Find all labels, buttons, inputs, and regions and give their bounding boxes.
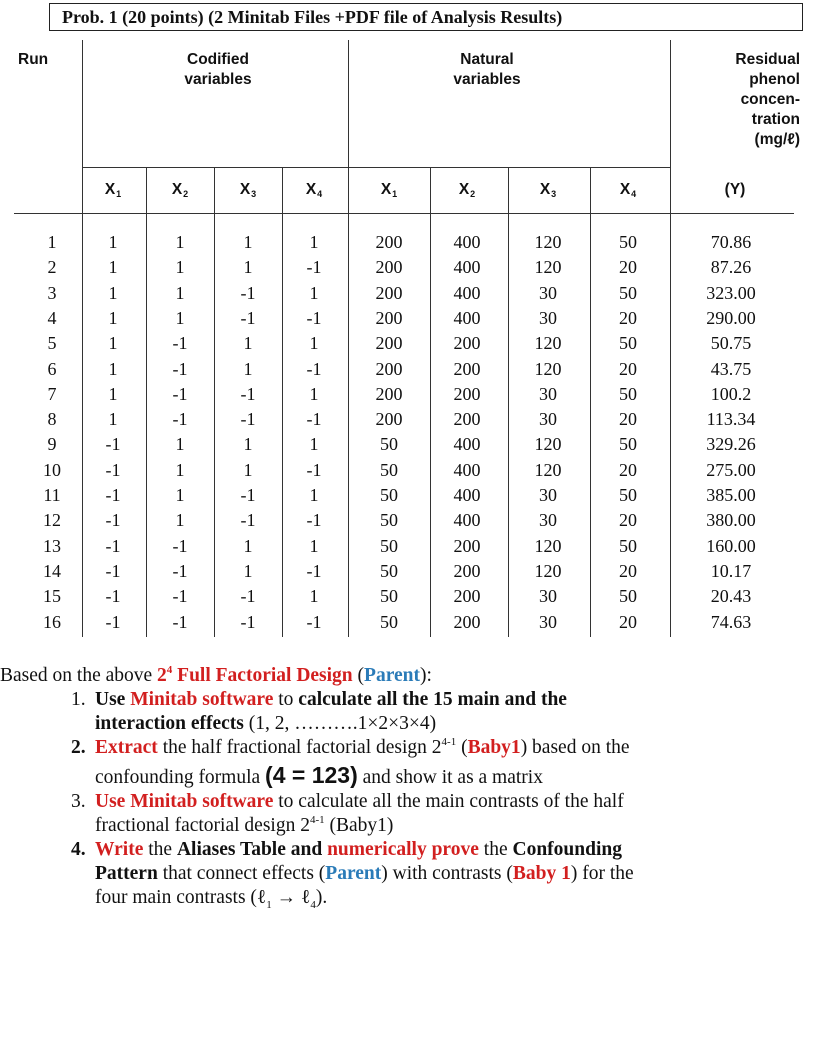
natural-x3-cell: 30 (539, 383, 557, 404)
natural-x2-cell: 200 (453, 358, 481, 379)
design-base: 2 (157, 665, 167, 686)
header-residual-line: phenol (749, 71, 800, 88)
natural-x1-cell: 200 (375, 257, 403, 278)
residual-y-cell: 323.00 (706, 282, 756, 303)
natural-x3-cell: 120 (534, 333, 562, 354)
item1-f: (1, 2, ……….1×2×3×4) (243, 713, 437, 734)
var-subscript: 4 (317, 189, 323, 199)
header-residual (680, 50, 800, 150)
codified-x1-cell: -1 (105, 459, 121, 480)
item1-c: to (273, 689, 299, 710)
item4-h: that connect effects ( (157, 863, 326, 884)
natural-x1-cell: 50 (380, 586, 398, 607)
header-y: (Y) (724, 181, 746, 198)
codified-x3-cell: 1 (243, 358, 253, 379)
intro-pre: Based on the above (0, 665, 158, 686)
codified-x4-cell: -1 (306, 358, 322, 379)
codified-x3-cell: 1 (243, 560, 253, 581)
run-cell: 3 (47, 282, 57, 303)
codified-x1-cell: -1 (105, 510, 121, 531)
codified-x3-cell: 1 (243, 434, 253, 455)
natural-x1-cell: 50 (380, 535, 398, 556)
header-x4 (289, 180, 339, 204)
natural-x3-cell: 30 (539, 307, 557, 328)
item1-e: interaction effects (95, 713, 244, 734)
item1-d: calculate all the 15 main and the (298, 689, 567, 710)
var-subscript: 3 (551, 189, 557, 199)
run-cell: 12 (43, 510, 61, 531)
item4-c: Aliases Table and (176, 839, 328, 860)
item4-b: the (143, 839, 177, 860)
column-divider (146, 167, 147, 637)
item-number: 4. (71, 839, 86, 860)
codified-x1-cell: 1 (108, 307, 118, 328)
var-subscript: 1 (116, 189, 122, 199)
item3-a: Use Minitab software (95, 791, 274, 812)
residual-y-cell: 275.00 (706, 459, 756, 480)
natural-x1-cell: 200 (375, 307, 403, 328)
header-x1 (88, 180, 138, 204)
natural-x2-cell: 400 (453, 459, 481, 480)
codified-x3-cell: -1 (240, 485, 256, 505)
run-cell: 2 (47, 257, 57, 278)
var-letter: X (380, 181, 392, 198)
codified-x4-cell: -1 (306, 307, 322, 328)
natural-x4-cell: 20 (619, 307, 637, 328)
item-number: 2. (71, 737, 86, 758)
codified-x1-cell: 1 (108, 409, 118, 430)
codified-x3-cell: -1 (240, 383, 256, 404)
codified-x2-cell: 1 (175, 307, 185, 328)
codified-x4-cell: -1 (306, 510, 322, 531)
factorial-design-table (0, 40, 820, 640)
codified-x1-cell: -1 (105, 434, 121, 455)
natural-x3-cell: 30 (539, 409, 557, 430)
codified-x2-cell: -1 (172, 535, 188, 556)
residual-y-cell: 87.26 (710, 257, 752, 278)
column-divider (82, 40, 83, 637)
item2-a: Extract (95, 737, 158, 758)
run-cell: 14 (43, 560, 61, 581)
codified-x2-cell: -1 (172, 611, 188, 632)
natural-x3-cell: 120 (534, 232, 562, 252)
item4-k: Baby 1 (512, 863, 571, 884)
column-divider (508, 167, 509, 637)
run-cell: 7 (47, 383, 57, 404)
item3-b: to calculate all the main contrasts of the half (273, 791, 624, 812)
natural-x1-cell: 50 (380, 611, 398, 632)
codified-x2-cell: 1 (175, 434, 185, 455)
item4-i: Parent (325, 863, 382, 884)
natural-x3-cell: 30 (539, 510, 557, 531)
item4-p: → ℓ (271, 887, 311, 908)
intro-line (0, 664, 432, 688)
natural-x2-cell: 200 (453, 586, 481, 607)
item4-o: 1 (266, 898, 272, 911)
natural-x4-cell: 20 (619, 510, 637, 531)
natural-x1-cell: 50 (380, 510, 398, 531)
codified-x1-cell: 1 (108, 358, 118, 379)
codified-x2-cell: -1 (172, 383, 188, 404)
natural-x4-cell: 20 (619, 560, 637, 581)
codified-x3-cell: 1 (243, 535, 253, 556)
natural-x4-cell: 50 (619, 383, 637, 404)
residual-y-cell: 70.86 (710, 232, 752, 252)
natural-x2-cell: 400 (453, 307, 481, 328)
column-divider (348, 40, 349, 637)
item4-g: Pattern (95, 863, 158, 884)
codified-x3-cell: -1 (240, 282, 256, 303)
natural-x3-cell: 120 (534, 535, 562, 556)
var-subscript: 1 (392, 189, 398, 199)
natural-x3-cell: 120 (534, 459, 562, 480)
run-cell: 16 (43, 611, 61, 632)
natural-x4-cell: 50 (619, 282, 637, 303)
residual-y-cell: 380.00 (706, 510, 756, 531)
natural-x3-cell: 30 (539, 586, 557, 607)
item2-f: confounding formula (95, 767, 266, 788)
header-x4 (603, 180, 653, 204)
item4-d: numerically prove (327, 839, 479, 860)
natural-x2-cell: 200 (453, 383, 481, 404)
var-letter: X (619, 181, 631, 198)
codified-x4-cell: 1 (309, 586, 319, 607)
residual-y-cell: 113.34 (706, 409, 756, 430)
residual-y-cell: 160.00 (706, 535, 756, 556)
natural-x2-cell: 400 (453, 510, 481, 531)
run-cell: 4 (47, 307, 57, 328)
natural-x2-cell: 200 (453, 535, 481, 556)
run-cell: 5 (47, 333, 57, 354)
var-subscript: 3 (251, 189, 257, 199)
natural-x3-cell: 120 (534, 434, 562, 455)
codified-x4-cell: -1 (306, 409, 322, 430)
natural-x1-cell: 200 (375, 333, 403, 354)
codified-x1-cell: 1 (108, 232, 118, 252)
var-subscript: 2 (183, 189, 189, 199)
codified-x4-cell: 1 (309, 383, 319, 404)
column-divider (282, 167, 283, 637)
codified-x1-cell: -1 (105, 535, 121, 556)
codified-x1-cell: -1 (105, 485, 121, 505)
codified-x3-cell: 1 (243, 333, 253, 354)
item3-exp: 4-1 (309, 814, 325, 826)
var-letter: X (171, 181, 183, 198)
item-number: 3. (71, 791, 86, 812)
problem-title: Prob. 1 (20 points) (2 Minitab Files +PDF file of Analysis Results) (49, 3, 803, 31)
codified-x3-cell: -1 (240, 409, 256, 430)
codified-x2-cell: -1 (172, 560, 188, 581)
item4-e: the (478, 839, 513, 860)
header-x3 (523, 180, 573, 204)
natural-x2-cell: 400 (453, 485, 481, 505)
paren-open: ( (352, 665, 365, 686)
natural-x3-cell: 30 (539, 485, 557, 505)
codified-x1-cell: -1 (105, 586, 121, 607)
item2-h: and show it as a matrix (357, 767, 543, 788)
codified-x1-cell: -1 (105, 560, 121, 581)
var-letter: X (539, 181, 551, 198)
header-residual-line: (mg/ℓ) (754, 131, 800, 148)
natural-x2-cell: 200 (453, 333, 481, 354)
codified-x4-cell: -1 (306, 560, 322, 581)
header-natural: Natural variables (453, 51, 521, 88)
residual-y-cell: 329.26 (706, 434, 756, 455)
codified-x2-cell: -1 (172, 358, 188, 379)
item4-n: (ℓ (250, 887, 267, 908)
natural-x4-cell: 20 (619, 611, 637, 632)
item4-f: Confounding (512, 839, 622, 860)
codified-x4-cell: 1 (309, 485, 319, 505)
codified-x1-cell: 1 (108, 282, 118, 303)
codified-x1-cell: 1 (108, 333, 118, 354)
natural-x1-cell: 200 (375, 383, 403, 404)
residual-y-cell: 385.00 (706, 485, 756, 505)
natural-x2-cell: 400 (453, 282, 481, 303)
item4-r: ). (315, 887, 328, 908)
header-run: Run (18, 51, 49, 68)
codified-x4-cell: -1 (306, 257, 322, 278)
natural-x4-cell: 20 (619, 409, 637, 430)
natural-x1-cell: 200 (375, 232, 403, 252)
run-cell: 11 (43, 485, 61, 505)
residual-y-cell: 100.2 (710, 383, 752, 404)
item2-g: (4 = 123) (265, 762, 358, 788)
run-cell: 1 (47, 232, 57, 252)
var-subscript: 4 (631, 189, 637, 199)
item4-j: ) with contrasts ( (381, 863, 513, 884)
parent-label: Parent (364, 665, 420, 686)
natural-x1-cell: 200 (375, 282, 403, 303)
item-number: 1. (71, 689, 86, 710)
codified-x1-cell: 1 (108, 257, 118, 278)
header-x2 (442, 180, 492, 204)
residual-y-cell: 10.17 (710, 560, 752, 581)
item3-c: fractional factorial design 2 (95, 815, 310, 836)
natural-x3-cell: 30 (539, 611, 557, 632)
natural-x3-cell: 120 (534, 560, 562, 581)
item2-c: ( (456, 737, 468, 758)
natural-x2-cell: 200 (453, 409, 481, 430)
codified-x2-cell: -1 (172, 586, 188, 607)
run-cell: 6 (47, 358, 57, 379)
header-x1 (364, 180, 414, 204)
residual-y-cell: 50.75 (710, 333, 752, 354)
run-cell: 15 (43, 586, 61, 607)
header-residual-line: concen- (740, 91, 800, 108)
natural-x2-cell: 200 (453, 560, 481, 581)
run-cell: 9 (47, 434, 57, 455)
natural-x4-cell: 50 (619, 586, 637, 607)
item2-exp: 4-1 (441, 736, 457, 748)
item1-a: Use (95, 689, 131, 710)
item4-l: ) for the (570, 863, 634, 884)
var-letter: X (305, 181, 317, 198)
natural-x4-cell: 50 (619, 485, 637, 505)
natural-x1-cell: 50 (380, 459, 398, 480)
item1-b: Minitab software (130, 689, 274, 710)
residual-y-cell: 43.75 (710, 358, 752, 379)
codified-x2-cell: -1 (172, 409, 188, 430)
codified-x2-cell: 1 (175, 459, 185, 480)
column-divider (430, 167, 431, 637)
codified-x1-cell: -1 (105, 611, 121, 632)
natural-x4-cell: 50 (619, 434, 637, 455)
natural-x4-cell: 50 (619, 232, 637, 252)
var-letter: X (458, 181, 470, 198)
header-residual-line: tration (751, 111, 800, 128)
item4-m: four main contrasts (95, 887, 251, 908)
natural-x2-cell: 400 (453, 257, 481, 278)
header-codified: Codified variables (184, 51, 252, 88)
natural-x3-cell: 120 (534, 257, 562, 278)
codified-x2-cell: 1 (175, 257, 185, 278)
var-letter: X (239, 181, 251, 198)
natural-x1-cell: 200 (375, 409, 403, 430)
natural-x1-cell: 200 (375, 358, 403, 379)
item4-q: 4 (310, 898, 316, 911)
residual-y-cell: 290.00 (706, 307, 756, 328)
item2-e: ) based on the (520, 737, 630, 758)
residual-y-cell: 20.43 (710, 586, 752, 607)
codified-x1-cell: 1 (108, 383, 118, 404)
natural-x4-cell: 20 (619, 358, 637, 379)
natural-x1-cell: 50 (380, 434, 398, 455)
natural-x4-cell: 20 (619, 459, 637, 480)
natural-x1-cell: 50 (380, 560, 398, 581)
run-cell: 13 (43, 535, 61, 556)
codified-x2-cell: -1 (172, 333, 188, 354)
natural-x1-cell: 50 (380, 485, 398, 505)
codified-x3-cell: -1 (240, 510, 256, 531)
item2-d: Baby1 (467, 737, 521, 758)
subheader-divider (14, 213, 794, 214)
natural-x4-cell: 50 (619, 535, 637, 556)
codified-x3-cell: 1 (243, 459, 253, 480)
natural-x2-cell: 200 (453, 611, 481, 632)
column-divider (590, 167, 591, 637)
paren-close: ): (420, 665, 432, 686)
natural-x3-cell: 120 (534, 358, 562, 379)
natural-x2-cell: 400 (453, 434, 481, 455)
natural-x4-cell: 50 (619, 333, 637, 354)
codified-x4-cell: -1 (306, 459, 322, 480)
codified-x3-cell: 1 (243, 257, 253, 278)
header-x3 (223, 180, 273, 204)
codified-x4-cell: 1 (309, 535, 319, 556)
design-text: Full Factorial Design (172, 665, 353, 686)
var-subscript: 2 (470, 189, 476, 199)
var-letter: X (104, 181, 116, 198)
run-cell: 10 (43, 459, 61, 480)
header-residual-line: Residual (735, 51, 800, 68)
run-cell: 8 (47, 409, 57, 430)
codified-x2-cell: 1 (175, 232, 185, 252)
column-divider (670, 40, 671, 637)
codified-x4-cell: 1 (309, 232, 319, 252)
design-exp: 4 (166, 664, 173, 676)
natural-x2-cell: 400 (453, 232, 481, 252)
codified-x3-cell: -1 (240, 611, 256, 632)
natural-x4-cell: 20 (619, 257, 637, 278)
item4-a: Write (95, 839, 144, 860)
codified-x4-cell: -1 (306, 611, 322, 632)
item3-d: (Baby1) (324, 815, 394, 836)
codified-x4-cell: 1 (309, 333, 319, 354)
residual-y-cell: 74.63 (710, 611, 752, 632)
header-x2 (155, 180, 205, 204)
codified-x2-cell: 1 (175, 510, 185, 531)
codified-x3-cell: -1 (240, 307, 256, 328)
column-divider (214, 167, 215, 637)
header-divider (82, 167, 670, 168)
natural-x3-cell: 30 (539, 282, 557, 303)
codified-x3-cell: -1 (240, 586, 256, 607)
item2-b: the half fractional factorial design 2 (157, 737, 442, 758)
codified-x4-cell: 1 (309, 282, 319, 303)
codified-x4-cell: 1 (309, 434, 319, 455)
codified-x2-cell: 1 (175, 485, 185, 505)
codified-x3-cell: 1 (243, 232, 253, 252)
codified-x2-cell: 1 (175, 282, 185, 303)
